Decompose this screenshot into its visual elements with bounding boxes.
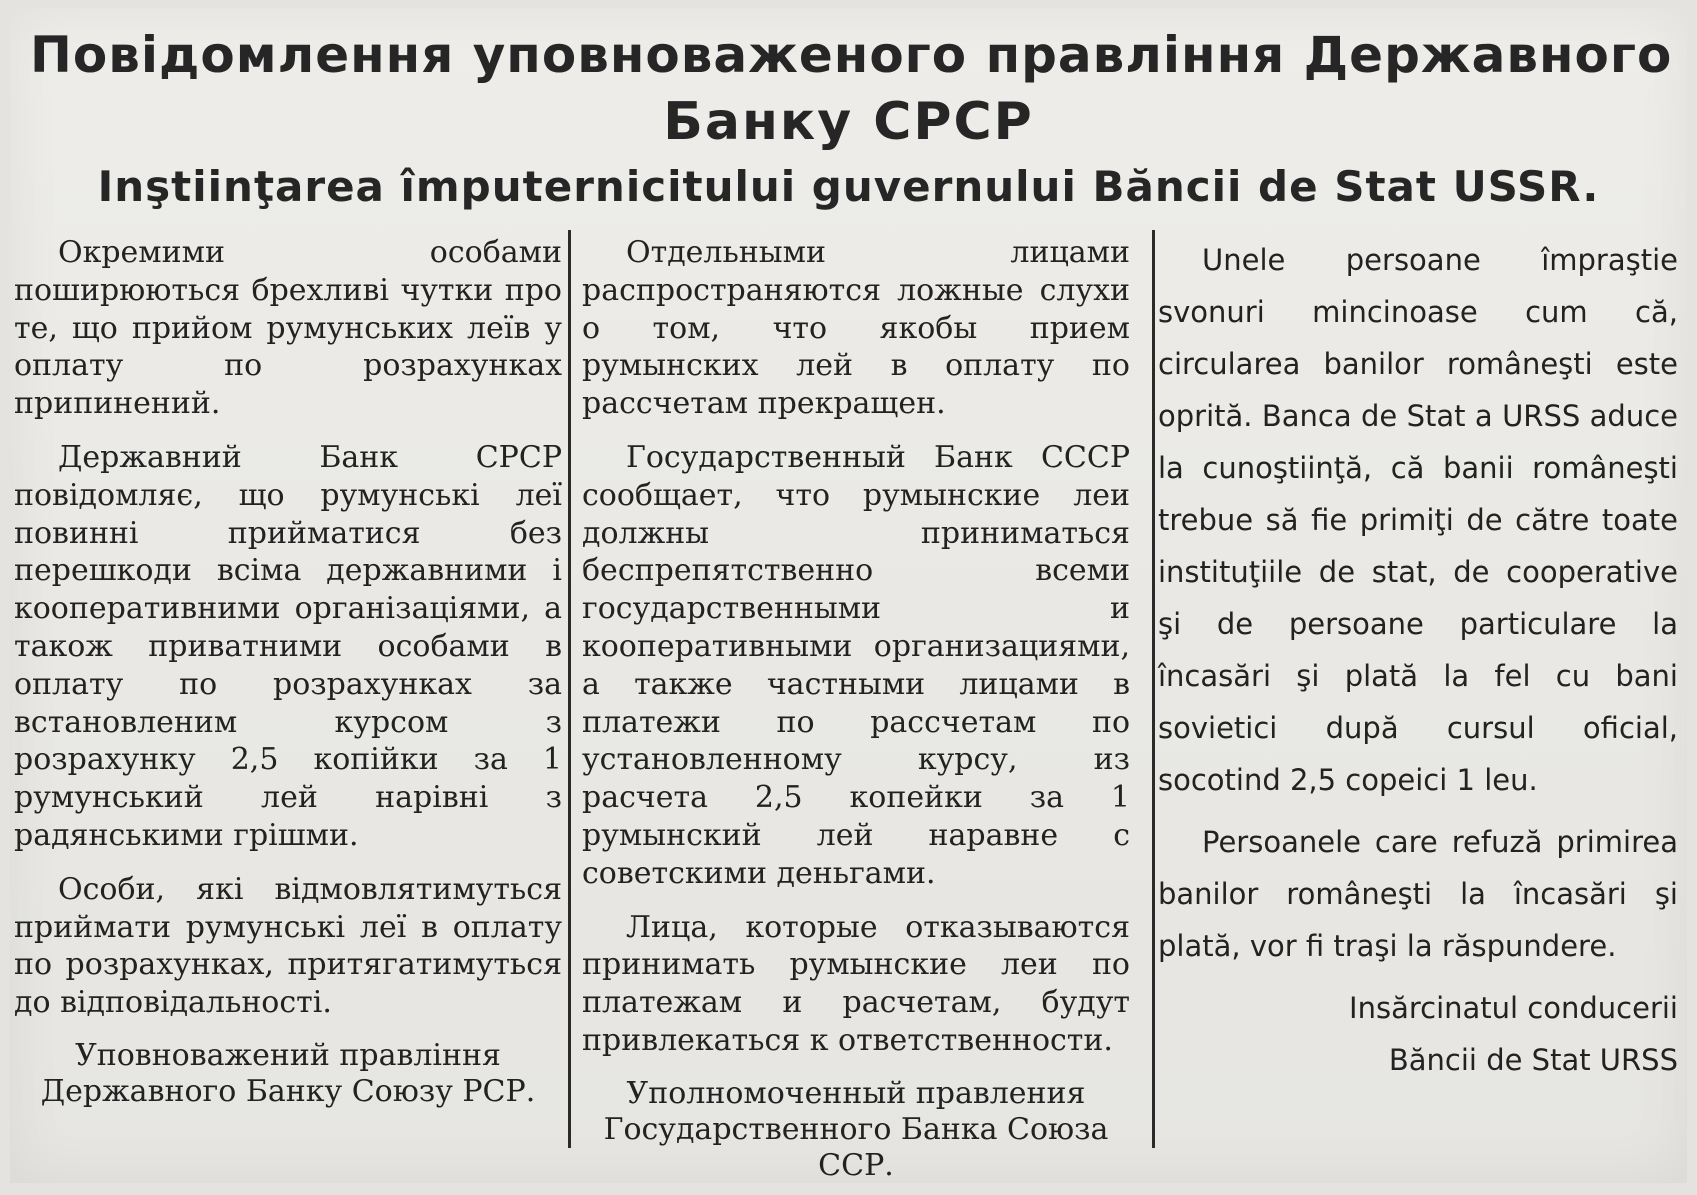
column-divider-1 (568, 230, 571, 1148)
headline-romanian: Inştiinţarea împuternicitului guvernului Băncii de Stat USSR. (97, 162, 1600, 211)
headline-ukrainian-line1: Повідомлення уповноваженого правління Державного (30, 26, 1673, 84)
headline-ukrainian-line2: Банку СРСР (663, 92, 1034, 152)
column-romanian (1158, 234, 1678, 1096)
ukrainian-paragraph-1: Окремими особами поширюються брехливі чутки про те, що прийом румунських леїв у оплату по розрахунках припинений. (14, 235, 562, 422)
column-divider-2 (1152, 230, 1155, 1148)
russian-paragraph-3: Лица, которые отказываются принимать румынские леи по платежам и расчетам, будут привлекаться к ответственности. (582, 909, 1130, 1058)
russian-signature: Уполномоченный правления Государственного Банка Союза ССР. (603, 1075, 1109, 1183)
newspaper-clipping (10, 8, 1687, 1183)
romanian-signature-line-2: Băncii de Stat URSS (1388, 1043, 1678, 1077)
russian-paragraph-2: Государственный Банк СССР сообщает, что румынские леи должны приниматься беспрепятственно всеми государственными и кооперативными организациями, а также частными лицами в платежи по рассчетам по установленному курсу, из расчета 2,5 копейки за 1 румынский лей наравне с советскими деньгами. (582, 439, 1130, 891)
column-ukrainian (14, 234, 562, 1126)
romanian-paragraph-1: Unele persoane împraştie svonuri mincinoase cum că, circularea banilor româneşti este oprită. Banca de Stat a URSS aduce la cunoştiinţă, că banii româneşti trebue să fie primiţi de către toate instituţiile de stat, de cooperative şi de persoane particulare la încasări şi plată la fel cu bani sovietici după cursul oficial, socotind 2,5 copeici 1 leu. (1158, 243, 1678, 797)
ukrainian-paragraph-2: Державний Банк СРСР повідомляє, що румунські леї повинні прийматися без перешкоди всіма державними і кооперативними організаціями, а також приватними особами в оплату по розрахунках за встановленим курсом з розрахунку 2,5 копійки за 1 румунський лей нарівні з радянськими грішми. (14, 439, 562, 853)
ukrainian-paragraph-3: Особи, які відмовлятимуться приймати румунські леї в оплату по розрахунках, притягатимуться до відповідальності. (14, 871, 562, 1021)
romanian-paragraph-2: Persoanele care refuză primirea banilor româneşti la încasări şi plată, vor fi traşi la răspundere. (1158, 825, 1678, 963)
romanian-signature-line-1: Insărcinatul conducerii (1349, 991, 1678, 1025)
russian-paragraph-1: Отдельными лицами распространяются ложные слухи о том, что якобы прием румынских лей в оплату по рассчетам прекращен. (582, 235, 1130, 422)
ukrainian-signature: Уповноважений правління Державного Банку Союзу РСР. (40, 1037, 536, 1109)
romanian-signature (1158, 982, 1678, 1086)
column-russian (582, 234, 1130, 1183)
